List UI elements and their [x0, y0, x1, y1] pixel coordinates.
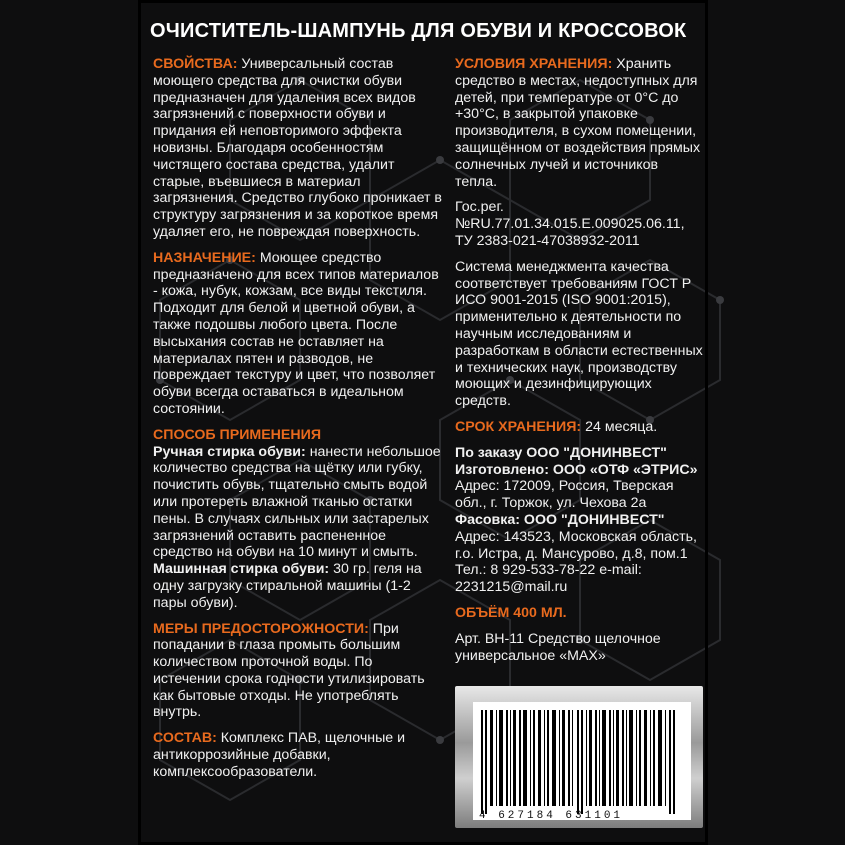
packed-by: Фасовка: ООО "ДОНИНВЕСТ"	[455, 511, 665, 528]
packer-address: Адрес: 143523, Московская область, г.о. Истра, д. Мансурово, д.8, пом.1 Тел.: 8 929-533-78-22 e-mail: 2231215@mail.ru	[455, 528, 697, 596]
precautions-heading: МЕРЫ ПРЕДОСТОРОЖНОСТИ:	[153, 620, 369, 637]
registration-text: Гос.рег.№RU.77.01.34.015.E.009025.06.11, ТУ 2383-021-47038932-2011	[455, 199, 685, 249]
quality-management-text: Система менеджмента качества соответствует требованиям ГОСТ Р ИСО 9001-2015 (ISO 9001:2015), применительно к деятельности по научным исследованиям и разработкам в области естественных и технических наук, производству моющих и дезинфицирующих средств.	[455, 258, 703, 410]
precautions-text: При попадании в глаза промыть большим количеством проточной воды. По истечении срока годности утилизировать как бытовые отходы. Не употреблять внутрь.	[153, 620, 425, 721]
manufacturer-section	[455, 445, 703, 596]
article-section	[455, 631, 703, 665]
properties-text: Универсальный состав моющего средства для очистки обуви предназначен для удаления всех видов загрязнений с поверхности обуви и придания ей неповторимого эффекта новизны. Благодаря особенностям чистящего состава средства, удалит старые, въевшиеся в материал загрязнения. Средство глубоко проникает в структуру загрязнения и за короткое время удаляет его, не повреждая поверхность.	[153, 56, 442, 240]
hand-wash-text: нанести небольшое количество средства на щётку или губку, почистить обувь, тщательно смыть водой или протереть влажной тканью остатки пены. В случаях сильных или застарелых загрязнений оставить распененное средство на обуви на 10 минут и смыть.	[153, 443, 441, 561]
purpose-section	[153, 250, 443, 418]
registration-section	[455, 199, 703, 249]
storage-section	[455, 56, 703, 190]
composition-section	[153, 730, 443, 780]
precautions-section	[153, 621, 443, 722]
barcode-digits: 4 627184 631101	[479, 810, 624, 822]
barcode-bars	[473, 702, 691, 820]
volume-text: ОБЪЁМ 400 МЛ.	[455, 604, 567, 621]
composition-text: Комплекс ПАВ, щелочные и антикоррозийные добавки, комплексообразователи.	[153, 730, 406, 780]
shelf-life-heading: СРОК ХРАНЕНИЯ:	[455, 418, 582, 435]
machine-wash-label: Машинная стирка обуви:	[153, 561, 330, 578]
quality-management-section	[455, 259, 703, 410]
usage-section	[153, 427, 443, 612]
properties-heading: СВОЙСТВА:	[153, 56, 238, 72]
purpose-text: Моющее средство предназначено для всех типов материалов - кожа, нубук, кожзам, все виды текстиля. Подходит для белой и цветной обуви, а также подошвы любого цвета. После высыхания состав не оставляет на материалах пятен и разводов, не повреждает текстуру и цвет, что позволяет обуви всегда оставаться в идеальном состоянии.	[153, 249, 439, 417]
manufactured-by: Изготовлено: ООО «ОТФ «ЭТРИС»	[455, 461, 698, 478]
volume-section	[455, 605, 703, 622]
shelf-life-section	[455, 419, 703, 436]
usage-heading: СПОСОБ ПРИМЕНЕНИЯ	[153, 426, 322, 443]
composition-heading: СОСТАВ:	[153, 730, 217, 747]
machine-wash-text: 30 гр. геля на одну загрузку стиральной машины (1-2 пары обуви).	[153, 561, 422, 611]
barcode-panel	[455, 686, 703, 828]
manufacturer-address: Адрес: 172009, Россия, Тверская обл., г. Торжок, ул. Чехова 2а	[455, 478, 674, 512]
shelf-life-text: 24 месяца.	[585, 418, 658, 435]
ordered-by: По заказу ООО "ДОНИНВЕСТ"	[455, 444, 667, 461]
storage-text: Хранить средство в местах, недоступных для детей, при температуре от 0°C до +30°C, в закрытой упаковке производителя, в сухом помещении, защищённом от воздействия прямых солнечных лучей и источников тепла.	[455, 56, 701, 190]
hand-wash-label: Ручная стирка обуви:	[153, 443, 306, 460]
product-title: ОЧИСТИТЕЛЬ-ШАМПУНЬ ДЛЯ ОБУВИ И КРОССОВОК	[150, 20, 687, 42]
left-column	[153, 56, 443, 790]
storage-heading: УСЛОВИЯ ХРАНЕНИЯ:	[455, 56, 613, 72]
purpose-heading: НАЗНАЧЕНИЕ:	[153, 249, 256, 266]
properties-section	[153, 56, 443, 241]
article-text: Арт. ВН-11 Средство щелочное универсальное «MAX»	[455, 630, 661, 664]
barcode	[473, 702, 691, 820]
right-column	[455, 56, 703, 673]
